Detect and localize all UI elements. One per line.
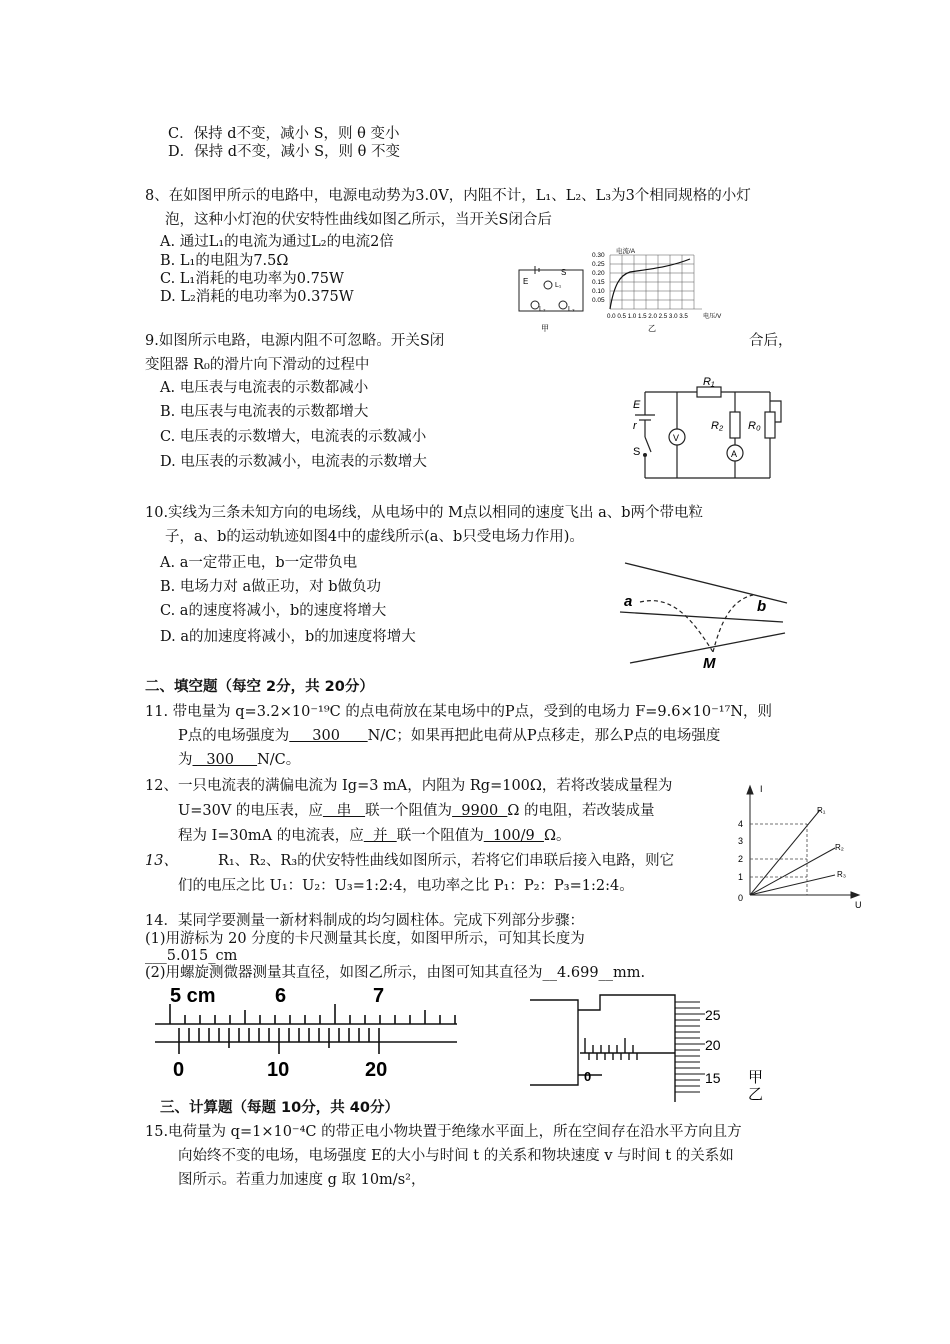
q12-answer-3: 并	[363, 828, 397, 844]
q8-graph-ytick: 0.05	[592, 297, 605, 304]
q9-s-label: S	[633, 446, 641, 458]
q12-line3: 程为 I=30mA 的电流表，应 并 联一个阻值为 100/9 Ω。	[178, 828, 571, 844]
q12-answer-1: 串	[322, 803, 366, 819]
micrometer-tick-20: 20	[705, 1037, 721, 1053]
q9-r0-label: R₀	[748, 420, 761, 432]
caliper-vernier-20: 20	[365, 1059, 388, 1081]
q13-graph-ylabel: I	[760, 784, 763, 794]
q9-r-label: r	[633, 420, 637, 432]
q14-line2: (1)用游标为 20 分度的卡尺测量其长度，如图甲所示，可知其长度为	[145, 931, 585, 947]
q9-switch-pivot	[643, 453, 647, 457]
q10-label-m: M	[703, 655, 716, 672]
q9-option-c: C. 电压表的示数增大，电流表的示数减小	[160, 429, 427, 445]
q7-option-d: D．保持 d不变，减小 S，则 θ 不变	[168, 144, 401, 160]
q9-option-d: D. 电压表的示数减小，电流表的示数增大	[160, 454, 427, 470]
q11-line3: 为 300 N/C。	[178, 752, 301, 768]
q8-graph-ytick: 0.15	[592, 279, 605, 286]
q8-graph-ytick: 0.20	[592, 270, 605, 277]
q10-trajectory-a	[640, 601, 713, 652]
micrometer-tick-15: 15	[705, 1070, 721, 1086]
q8-circuit-s-label: S	[561, 268, 567, 277]
q8-graph-ytick: 0.10	[592, 288, 605, 295]
q9-stem-line1b: 合后，	[749, 333, 793, 349]
caliper-vernier-0: 0	[173, 1059, 185, 1081]
q8-iv-graph	[590, 245, 730, 345]
q13-graph-ytick: 2	[738, 854, 744, 864]
q10-option-c: C. a的速度将减小，b的速度将增大	[160, 603, 387, 619]
q9-stem-line2: 变阻器 R₀的滑片向下滑动的过程中	[145, 357, 370, 373]
q13-graph-origin: 0	[738, 893, 744, 903]
q8-circuit-e-label: E	[523, 277, 529, 286]
q11-line1: 11. 带电量为 q=3.2×10⁻¹⁹C 的点电荷放在某电场中的P点，受到的电场力 F=9.6×10⁻¹⁷N，则	[145, 704, 773, 720]
q13-graph-ytick: 4	[738, 819, 744, 829]
section-3-title: 三、计算题（每题 10分，共 40分）	[160, 1100, 399, 1116]
q8-option-a: A. 通过L₁的电流为通过L₂的电流2倍	[160, 234, 394, 250]
q9-voltmeter-label: V	[673, 433, 680, 443]
micrometer-label-jia: 甲	[748, 1069, 764, 1086]
q8-option-b: B. L₁的电阻为7.5Ω	[160, 253, 289, 269]
q14-line4: (2)用螺旋测微器测量其直径，如图乙所示，由图可知其直径为__4.699__mm.	[145, 965, 646, 981]
q9-ammeter-label: A	[731, 449, 738, 459]
q13-graph-ytick: 1	[738, 872, 744, 882]
q9-r1-label: R₁	[703, 376, 715, 388]
q13-line1: 13、 R₁、R₂、R₃的伏安特性曲线如图所示，若将它们串联后接入电路，则它	[145, 853, 675, 869]
q8-circuit-l1-label: L₁	[555, 282, 562, 289]
q8-stem-line2: 泡，这种小灯泡的伏安特性曲线如图乙所示，当开关S闭合后	[165, 212, 552, 228]
q9-stem-line1a: 9.如图所示电路，电源内阻不可忽略。开关S闭	[145, 333, 445, 349]
q13-graph-r1-label: R₁	[817, 806, 826, 815]
q7-option-c: C．保持 d不变，减小 S，则 θ 变小	[168, 126, 400, 142]
q10-field-figure	[615, 555, 795, 670]
q10-stem-line1: 10.实线为三条未知方向的电场线，从电场中的 M点以相同的速度飞出 a、b两个带电粒	[145, 505, 704, 521]
q11-line2: P点的电场强度为 300 N/C；如果再把此电荷从P点移走，那么P点的电场强度	[178, 728, 721, 744]
q10-option-b: B. 电场力对 a做正功，对 b做负功	[160, 579, 382, 595]
q9-option-a: A. 电压表与电流表的示数都减小	[160, 380, 369, 396]
q8-graph-xticks: 0.0 0.5 1.0 1.5 2.0 2.5 3.0 3.5	[607, 313, 688, 320]
q10-label-a: a	[624, 593, 633, 610]
q13-iv-graph	[725, 780, 875, 910]
q13-line2: 们的电压之比 U₁：U₂：U₃=1:2:4，电功率之比 P₁：P₂：P₃=1:2:4。	[178, 878, 634, 894]
q11-answer-2: 300	[192, 752, 258, 768]
q9-e-label: E	[633, 399, 641, 411]
q8-graph-xlabel: 电压/V	[703, 313, 722, 320]
q15-line2: 向始终不变的电场，电场强度 E的大小与时间 t 的关系和物块速度 v 与时间 t 的关系如	[178, 1148, 734, 1164]
q13-graph-xlabel: U	[855, 900, 862, 910]
q8-circuit-l3-label: L₃	[568, 306, 575, 313]
micrometer-label-yi: 乙	[748, 1086, 764, 1103]
q9-option-b: B. 电压表与电流表的示数都增大	[160, 404, 369, 420]
q11-answer-1: 300	[289, 728, 368, 744]
q12-answer-2: 9900	[452, 803, 508, 819]
q8-graph-ytick: 0.25	[592, 261, 605, 268]
q8-circuit-figure	[515, 265, 595, 335]
q9-r2-label: R₂	[711, 420, 724, 432]
section-2-title: 二、填空题（每空 2分，共 20分）	[145, 679, 374, 695]
q14-line1: 14．某同学要测量一新材料制成的均匀圆柱体。完成下列部分步骤：	[145, 913, 584, 929]
q13-graph-r3-label: R₃	[837, 870, 847, 879]
caliper-vernier-10: 10	[267, 1059, 290, 1081]
q14-line3: ___5.015_cm	[145, 948, 238, 964]
q8-graph-caption: 乙	[648, 324, 656, 333]
q10-label-b: b	[757, 598, 767, 615]
micrometer-zero: 0	[584, 1069, 592, 1084]
q8-graph-ytick: 0.30	[592, 252, 605, 259]
q10-option-d: D. a的加速度将减小，b的加速度将增大	[160, 629, 416, 645]
q15-line3: 图所示。若重力加速度 g 取 10m/s²，	[178, 1172, 426, 1188]
micrometer-figure	[530, 990, 780, 1102]
q8-circuit-l2-label: L₂	[539, 306, 546, 313]
caliper-main-6: 6	[275, 985, 287, 1007]
q9-circuit-figure	[625, 375, 785, 485]
q12-answer-4: 100/9	[483, 828, 544, 844]
q13-graph-r2-label: R₂	[835, 843, 844, 852]
q8-option-d: D. L₂消耗的电功率为0.375W	[160, 289, 354, 305]
micrometer-tick-25: 25	[705, 1007, 721, 1023]
q10-stem-line2: 子，a、b的运动轨迹如图4中的虚线所示(a、b只受电场力作用)。	[165, 529, 584, 545]
q12-line2: U=30V 的电压表，应 串 联一个阻值为 9900 Ω 的电阻，若改装成量	[178, 803, 655, 819]
q8-option-c: C. L₁消耗的电功率为0.75W	[160, 271, 344, 287]
q8-graph-ylabel: 电流/A	[616, 248, 636, 255]
q13-graph-ytick: 3	[738, 836, 744, 846]
caliper-main-7: 7	[373, 985, 385, 1007]
caliper-main-5cm: 5 cm	[170, 985, 216, 1007]
q8-stem-line1: 8、在如图甲所示的电路中，电源电动势为3.0V，内阻不计，L₁、L₂、L₃为3个相同规格的小灯	[145, 188, 751, 204]
q15-line1: 15.电荷量为 q=1×10⁻⁴C 的带正电小物块置于绝缘水平面上，所在空间存在沿水平方向且方	[145, 1124, 742, 1140]
q8-circuit-caption: 甲	[541, 324, 549, 333]
q12-line1: 12、一只电流表的满偏电流为 Ig=3 mA，内阻为 Rg=100Ω，若将改装成量程为	[145, 778, 673, 794]
q10-option-a: A. a一定带正电，b一定带负电	[160, 555, 358, 571]
caliper-figure	[155, 985, 465, 1085]
